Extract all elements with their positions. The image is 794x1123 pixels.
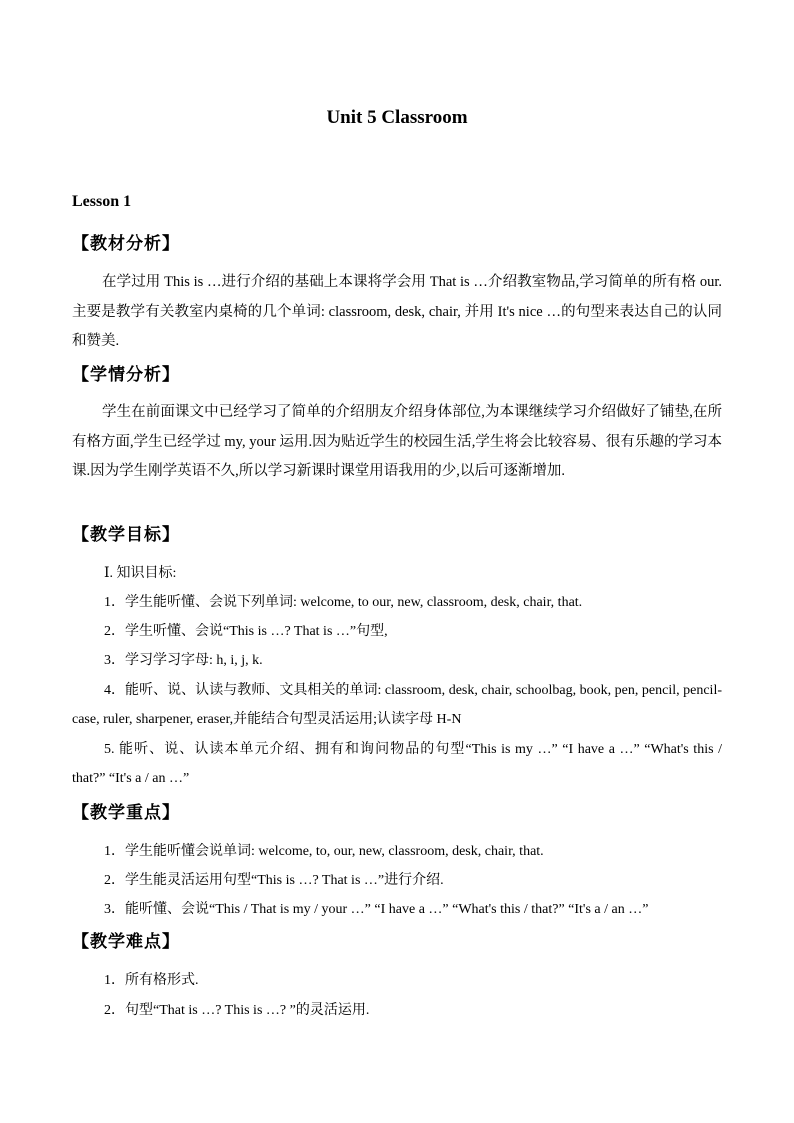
objective-item-4: 4．能听、说、认读与教师、文具相关的单词: classroom, desk, chair, schoolbag, book, pen, pencil, pencil-case, ruler, sharpener, eraser,并能结合句型灵活运用;认读字母 H-N [72,683,722,727]
teaching-objectives-heading: 【教学目标】 [72,525,180,544]
objective-item-2: 2．学生听懂、会说“This is …? That is …”句型, [104,624,388,639]
difficulty-item-1: 1．所有格形式. [104,973,199,988]
difficulty-item-2: 2．句型“That is …? This is …? ”的灵活运用. [104,1003,370,1018]
lesson-label: Lesson 1 [72,193,132,210]
material-analysis-heading: 【教材分析】 [72,234,180,253]
document-title: Unit 5 Classroom [326,107,468,128]
learner-analysis-heading: 【学情分析】 [72,365,180,384]
learner-analysis-paragraph: 学生在前面课文中已经学习了简单的介绍朋友介绍身体部位,为本课继续学习介绍做好了铺垫,在所有格方面,学生已经学过 my, your 运用.因为贴近学生的校园生活,学生将会比较容易、很有乐趣的学习本课.因为学生刚学英语不久,所以学习新课时课堂用语我用的少,以后可逐渐增加. [72,404,722,479]
key-points-heading: 【教学重点】 [72,803,180,822]
objective-item-1: 1．学生能听懂、会说下列单词: welcome, to our, new, classroom, desk, chair, that. [104,595,583,610]
difficulties-heading: 【教学难点】 [72,932,180,951]
objective-item-3: 3．学习学习字母: h, i, j, k. [104,653,263,668]
key-point-item-1: 1．学生能听懂会说单词: welcome, to, our, new, classroom, desk, chair, that. [104,844,544,859]
key-point-item-2: 2．学生能灵活运用句型“This is …? That is …”进行介绍. [104,873,444,888]
material-analysis-paragraph: 在学过用 This is …进行介绍的基础上本课将学会用 That is …介绍教室物品,学习简单的所有格 our.主要是教学有关教室内桌椅的几个单词: classroom, desk, chair, 并用 It's nice …的句型来表达自己的认同和赞美. [72,274,722,349]
objectives-subheading: Ⅰ. 知识目标: [104,566,177,581]
key-point-item-3: 3．能听懂、会说“This / That is my / your …” “I have a …” “What's this / that?” “It's a / an …” [104,902,649,917]
objective-item-5: 5. 能听、说、认读本单元介绍、拥有和询问物品的句型“This is my …” “I have a …” “What's this / that?” “It's a / an …” [72,742,722,786]
